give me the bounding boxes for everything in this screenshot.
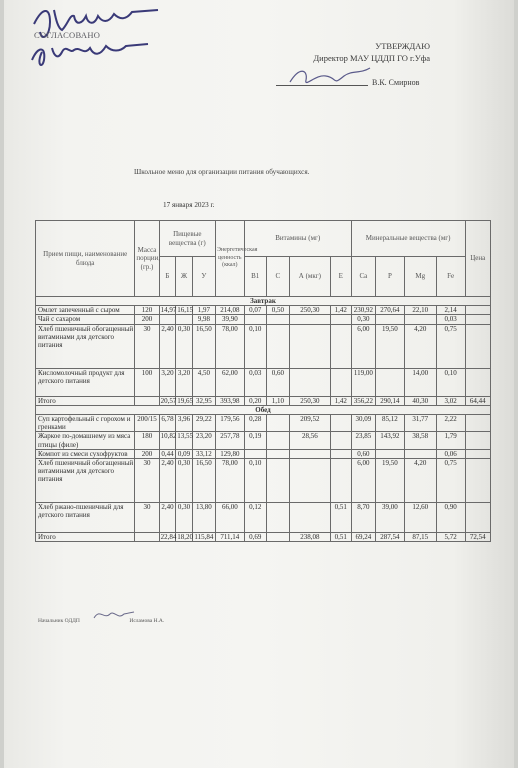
- value-cell: [465, 415, 490, 432]
- value-cell: 0,69: [244, 533, 266, 542]
- value-cell: 0,30: [351, 315, 375, 324]
- value-cell: 6,00: [351, 324, 375, 368]
- value-cell: 3,20: [159, 368, 176, 396]
- value-cell: 3,02: [436, 396, 465, 405]
- value-cell: [404, 315, 436, 324]
- header-e: Е: [330, 257, 351, 297]
- value-cell: 64,44: [465, 396, 490, 405]
- value-cell: 1,10: [266, 396, 289, 405]
- value-cell: 257,78: [215, 432, 244, 449]
- header-b1: В1: [244, 257, 266, 297]
- value-cell: 143,92: [376, 432, 405, 449]
- header-minerals: Минеральные вещества (мг): [351, 221, 465, 257]
- value-cell: 31,77: [404, 415, 436, 432]
- value-cell: 356,22: [351, 396, 375, 405]
- value-cell: 100: [135, 368, 159, 396]
- value-cell: 179,56: [215, 415, 244, 432]
- table-row: [36, 533, 491, 542]
- table-row: [36, 503, 491, 533]
- value-cell: 40,30: [404, 396, 436, 405]
- value-cell: 214,08: [215, 306, 244, 315]
- value-cell: 19,50: [376, 324, 405, 368]
- value-cell: 12,60: [404, 503, 436, 533]
- value-cell: 30: [135, 503, 159, 533]
- value-cell: 4,20: [404, 324, 436, 368]
- value-cell: 3,20: [176, 368, 193, 396]
- value-cell: 200: [135, 449, 159, 458]
- header-a: А (мкг): [289, 257, 330, 297]
- header-portion: Масса порции, (гр.): [135, 221, 159, 297]
- dish-name-cell: Хлеб пшеничный обогащенный витаминами для детского питания: [36, 459, 135, 503]
- dish-name-cell: Итого: [36, 533, 135, 542]
- value-cell: [159, 315, 176, 324]
- value-cell: 129,80: [215, 449, 244, 458]
- value-cell: [465, 368, 490, 396]
- value-cell: 85,12: [376, 415, 405, 432]
- header-p: Р: [376, 257, 405, 297]
- signature-line: [276, 85, 368, 86]
- value-cell: 0,30: [176, 503, 193, 533]
- value-cell: 78,00: [215, 324, 244, 368]
- value-cell: 0,44: [159, 449, 176, 458]
- value-cell: 200/15: [135, 415, 159, 432]
- value-cell: 22,84: [160, 533, 177, 542]
- value-cell: [135, 533, 159, 542]
- value-cell: 0,75: [436, 324, 465, 368]
- value-cell: 0,10: [244, 324, 266, 368]
- value-cell: 3,96: [176, 415, 193, 432]
- value-cell: 10,82: [159, 432, 176, 449]
- value-cell: [266, 324, 289, 368]
- document-date: 17 января 2023 г.: [163, 201, 215, 209]
- dish-name-cell: Жаркое по-домашнему из мяса птицы (филе): [36, 432, 135, 449]
- value-cell: 2,22: [436, 415, 465, 432]
- approval-right-title: УТВЕРЖДАЮ: [375, 41, 430, 51]
- header-b: Б: [159, 257, 176, 297]
- value-cell: 0,90: [436, 503, 465, 533]
- value-cell: 0,30: [176, 459, 193, 503]
- value-cell: 250,30: [289, 396, 330, 405]
- value-cell: 1,79: [436, 432, 465, 449]
- value-cell: 120: [135, 306, 159, 315]
- value-cell: 16,50: [192, 459, 215, 503]
- section-title: Завтрак: [36, 297, 491, 306]
- value-cell: 22,10: [404, 306, 436, 315]
- dish-name-cell: Хлеб пшеничный обогащенный витаминами для детского питания: [36, 324, 135, 368]
- value-cell: 0,10: [436, 368, 465, 396]
- value-cell: 200: [135, 315, 159, 324]
- value-cell: [404, 449, 436, 458]
- value-cell: [289, 449, 330, 458]
- value-cell: 1,42: [330, 306, 351, 315]
- menu-document: [4, 0, 514, 768]
- value-cell: 0,19: [244, 432, 266, 449]
- value-cell: [330, 459, 351, 503]
- value-cell: [266, 533, 289, 542]
- footer-label: Начальник ОДДП: [38, 618, 80, 624]
- header-fe: Fe: [436, 257, 465, 297]
- value-cell: [376, 315, 405, 324]
- header-c: С: [266, 257, 289, 297]
- value-cell: 5,72: [436, 533, 465, 542]
- table-row: [36, 315, 491, 324]
- value-cell: 30: [135, 324, 159, 368]
- value-cell: 393,98: [215, 396, 244, 405]
- value-cell: [376, 449, 405, 458]
- value-cell: 0,12: [244, 503, 266, 533]
- value-cell: [135, 396, 159, 405]
- value-cell: 4,50: [192, 368, 215, 396]
- header-zh: Ж: [176, 257, 193, 297]
- value-cell: 119,00: [351, 368, 375, 396]
- value-cell: 0,28: [244, 415, 266, 432]
- value-cell: 0,06: [436, 449, 465, 458]
- value-cell: 30: [135, 459, 159, 503]
- value-cell: 0,10: [244, 459, 266, 503]
- approval-right-block: [313, 40, 430, 64]
- value-cell: 115,84: [192, 533, 215, 542]
- value-cell: 16,50: [192, 324, 215, 368]
- value-cell: 0,03: [436, 315, 465, 324]
- value-cell: [465, 306, 490, 315]
- value-cell: 290,14: [376, 396, 405, 405]
- value-cell: 238,08: [289, 533, 330, 542]
- header-price: Цена: [465, 221, 490, 297]
- value-cell: [465, 315, 490, 324]
- value-cell: 2,40: [159, 324, 176, 368]
- value-cell: [330, 432, 351, 449]
- approval-left-label: СОГЛАСОВАНО: [34, 30, 101, 40]
- footer: [38, 618, 164, 624]
- value-cell: 0,07: [244, 306, 266, 315]
- approval-right-position: Директор МАУ ЦДДП ГО г.Уфа: [313, 53, 430, 63]
- value-cell: [244, 449, 266, 458]
- value-cell: 6,78: [159, 415, 176, 432]
- value-cell: 0,60: [266, 368, 289, 396]
- value-cell: 270,64: [376, 306, 405, 315]
- table-row: [36, 396, 491, 405]
- value-cell: [465, 324, 490, 368]
- value-cell: 250,30: [289, 306, 330, 315]
- value-cell: 0,50: [266, 306, 289, 315]
- value-cell: 62,00: [215, 368, 244, 396]
- table-row: [36, 449, 491, 458]
- dish-name-cell: Чай с сахаром: [36, 315, 135, 324]
- value-cell: 6,00: [351, 459, 375, 503]
- value-cell: 2,40: [159, 503, 176, 533]
- value-cell: 19,50: [376, 459, 405, 503]
- value-cell: 8,70: [351, 503, 375, 533]
- value-cell: 18,20: [177, 533, 193, 542]
- table-row: [36, 324, 491, 368]
- value-cell: [176, 315, 193, 324]
- value-cell: 14,00: [404, 368, 436, 396]
- value-cell: 0,30: [176, 324, 193, 368]
- value-cell: [289, 459, 330, 503]
- value-cell: 1,42: [330, 396, 351, 405]
- dish-name-cell: Суп картофельный с горохом и гренками: [36, 415, 135, 432]
- table-row: [36, 306, 491, 315]
- header-nutrients: Пищевые вещества (г): [159, 221, 215, 257]
- value-cell: [376, 368, 405, 396]
- value-cell: [289, 324, 330, 368]
- value-cell: 28,56: [289, 432, 330, 449]
- value-cell: [330, 368, 351, 396]
- value-cell: [465, 432, 490, 449]
- value-cell: 23,85: [351, 432, 375, 449]
- value-cell: [266, 449, 289, 458]
- value-cell: 0,51: [330, 533, 351, 542]
- value-cell: [266, 432, 289, 449]
- header-meal: Прием пищи, наименование блюда: [36, 221, 135, 297]
- approval-signer: В.К. Смирнов: [372, 78, 420, 87]
- header-u: У: [192, 257, 215, 297]
- header-vitamins: Витамины (мг): [244, 221, 351, 257]
- value-cell: 0,60: [351, 449, 375, 458]
- value-cell: [289, 503, 330, 533]
- value-cell: 19,65: [177, 396, 193, 405]
- menu-table: [35, 220, 491, 542]
- value-cell: 0,09: [176, 449, 193, 458]
- value-cell: [289, 368, 330, 396]
- value-cell: [266, 415, 289, 432]
- dish-name-cell: Омлет запеченный с сыром: [36, 306, 135, 315]
- value-cell: 72,54: [465, 533, 490, 542]
- value-cell: [266, 503, 289, 533]
- value-cell: [465, 503, 490, 533]
- dish-name-cell: Компот из смеси сухофруктов: [36, 449, 135, 458]
- value-cell: [266, 459, 289, 503]
- value-cell: 78,00: [215, 459, 244, 503]
- table-row: [36, 368, 491, 396]
- table-row: [36, 459, 491, 503]
- dish-name-cell: Итого: [36, 396, 135, 405]
- value-cell: [266, 315, 289, 324]
- value-cell: 32,95: [192, 396, 215, 405]
- value-cell: 13,55: [176, 432, 193, 449]
- value-cell: 209,52: [289, 415, 330, 432]
- dish-name-cell: Хлеб ржано-пшеничный для детского питания: [36, 503, 135, 533]
- footer-name: Исламова Н.А.: [129, 618, 165, 624]
- value-cell: 23,20: [192, 432, 215, 449]
- value-cell: 0,75: [436, 459, 465, 503]
- value-cell: 16,15: [177, 306, 193, 315]
- menu-table-body: [36, 297, 491, 542]
- value-cell: 20,57: [160, 396, 177, 405]
- value-cell: 14,97: [160, 306, 177, 315]
- value-cell: 711,14: [215, 533, 244, 542]
- value-cell: 66,00: [215, 503, 244, 533]
- section-title: Обед: [36, 405, 491, 414]
- header-energy: Энергетическая ценность (ккал): [215, 221, 244, 297]
- value-cell: 39,90: [215, 315, 244, 324]
- value-cell: [244, 315, 266, 324]
- value-cell: [465, 449, 490, 458]
- value-cell: [330, 449, 351, 458]
- value-cell: 1,97: [192, 306, 215, 315]
- value-cell: 29,22: [192, 415, 215, 432]
- value-cell: [330, 324, 351, 368]
- value-cell: 2,14: [436, 306, 465, 315]
- value-cell: 87,15: [404, 533, 436, 542]
- value-cell: 2,40: [159, 459, 176, 503]
- table-row: [36, 415, 491, 432]
- value-cell: 69,24: [351, 533, 375, 542]
- value-cell: 230,92: [351, 306, 375, 315]
- value-cell: 38,58: [404, 432, 436, 449]
- document-title: Школьное меню для организации питания обучающихся.: [134, 168, 310, 176]
- value-cell: [330, 315, 351, 324]
- value-cell: 0,51: [330, 503, 351, 533]
- section-row: [36, 297, 491, 306]
- value-cell: 33,12: [192, 449, 215, 458]
- value-cell: 287,54: [376, 533, 405, 542]
- header-ca: Са: [351, 257, 375, 297]
- section-row: [36, 405, 491, 414]
- value-cell: [465, 459, 490, 503]
- value-cell: [289, 315, 330, 324]
- value-cell: 180: [135, 432, 159, 449]
- director-signature: [286, 62, 376, 92]
- value-cell: 39,00: [376, 503, 405, 533]
- value-cell: 9,98: [192, 315, 215, 324]
- table-row: [36, 432, 491, 449]
- header-mg: Mg: [404, 257, 436, 297]
- value-cell: 13,80: [192, 503, 215, 533]
- value-cell: 0,03: [244, 368, 266, 396]
- value-cell: 0,20: [244, 396, 266, 405]
- value-cell: 30,09: [351, 415, 375, 432]
- dish-name-cell: Кисломолочный продукт для детского питания: [36, 368, 135, 396]
- value-cell: 4,20: [404, 459, 436, 503]
- value-cell: [330, 415, 351, 432]
